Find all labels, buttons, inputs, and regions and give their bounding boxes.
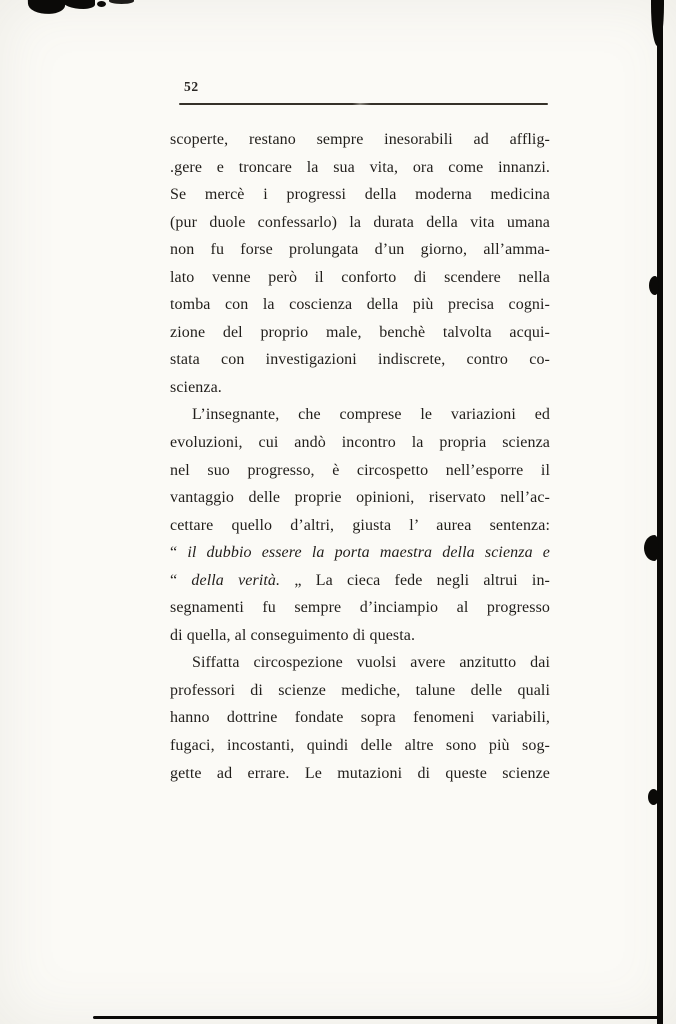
- text-line: di quella, al conseguimento di questa.: [170, 626, 416, 644]
- text-line: tomba con la coscienza della più precisa cogni-: [170, 296, 550, 314]
- binding-edge-bar: [657, 0, 663, 1024]
- quote-italic-text: il dubbio essere la porta maestra della scienza e: [187, 544, 550, 562]
- page-number: 52: [184, 79, 199, 94]
- text-line: hanno dottrine fondate sopra fenomeni variabili,: [170, 709, 550, 727]
- text-line: (pur duole confessarlo) la durata della vita umana: [170, 213, 550, 231]
- quote-mark-open: “: [170, 571, 192, 589]
- text-line: professori di scienze mediche, talune delle quali: [170, 681, 550, 699]
- text-line: nel suo progresso, è circospetto nell’esporre il: [170, 461, 550, 479]
- scan-artifact-top-left-2: [62, 0, 95, 9]
- binding-edge-bump-2: [644, 535, 659, 561]
- binding-edge-bump-3: [648, 789, 659, 805]
- binding-edge-bump-1: [649, 276, 659, 295]
- quote-italic-text: della verità.: [191, 571, 281, 589]
- text-line: .gere e troncare la sua vita, ora come innanzi.: [170, 158, 550, 176]
- text-line: scoperte, restano sempre inesorabili ad afflig-: [170, 131, 550, 148]
- text-line: evoluzioni, cui andò incontro la propria scienza: [170, 434, 550, 452]
- text-line: non fu forse prolungata d’un giorno, all’amma-: [170, 241, 550, 259]
- text-line: zione del proprio male, benchè talvolta acqui-: [170, 323, 550, 341]
- text-line: gette ad errare. Le mutazioni di queste scienze: [170, 764, 550, 782]
- text-line: Siffatta circospezione vuolsi avere anzitutto dai: [192, 654, 550, 672]
- text-line: stata con investigazioni indiscrete, contro co-: [170, 351, 550, 369]
- scan-artifact-top-left-1: [28, 0, 66, 15]
- text-line-quote-2: [170, 567, 550, 595]
- text-line: vantaggio delle proprie opinioni, riservato nell’ac-: [170, 489, 550, 507]
- page-text-block: [170, 126, 550, 787]
- text-line: Se mercè i progressi della moderna medicina: [170, 186, 550, 204]
- text-segment: La cieca fede negli altrui in-: [315, 571, 550, 589]
- text-line: lato venne però il conforto di scendere nella: [170, 268, 550, 286]
- text-line: fugaci, incostanti, quindi delle altre sono più sog-: [170, 737, 550, 755]
- quote-mark-open: “: [170, 544, 188, 562]
- scan-artifact-top-left-3: [97, 1, 106, 7]
- header-rule: [179, 103, 548, 105]
- text-line: scienza.: [170, 378, 222, 396]
- text-line: cettare quello d’altri, giusta l’ aurea sentenza:: [170, 516, 550, 534]
- scan-artifact-top-left-4: [109, 0, 134, 4]
- quote-mark-close: „: [280, 571, 316, 589]
- text-line: L’insegnante, che comprese le variazioni ed: [192, 406, 550, 424]
- scan-artifact-bottom-edge: [93, 1016, 663, 1019]
- text-line-quote-1: [170, 539, 550, 567]
- text-line: segnamenti fu sempre d’inciampio al progresso: [170, 599, 550, 617]
